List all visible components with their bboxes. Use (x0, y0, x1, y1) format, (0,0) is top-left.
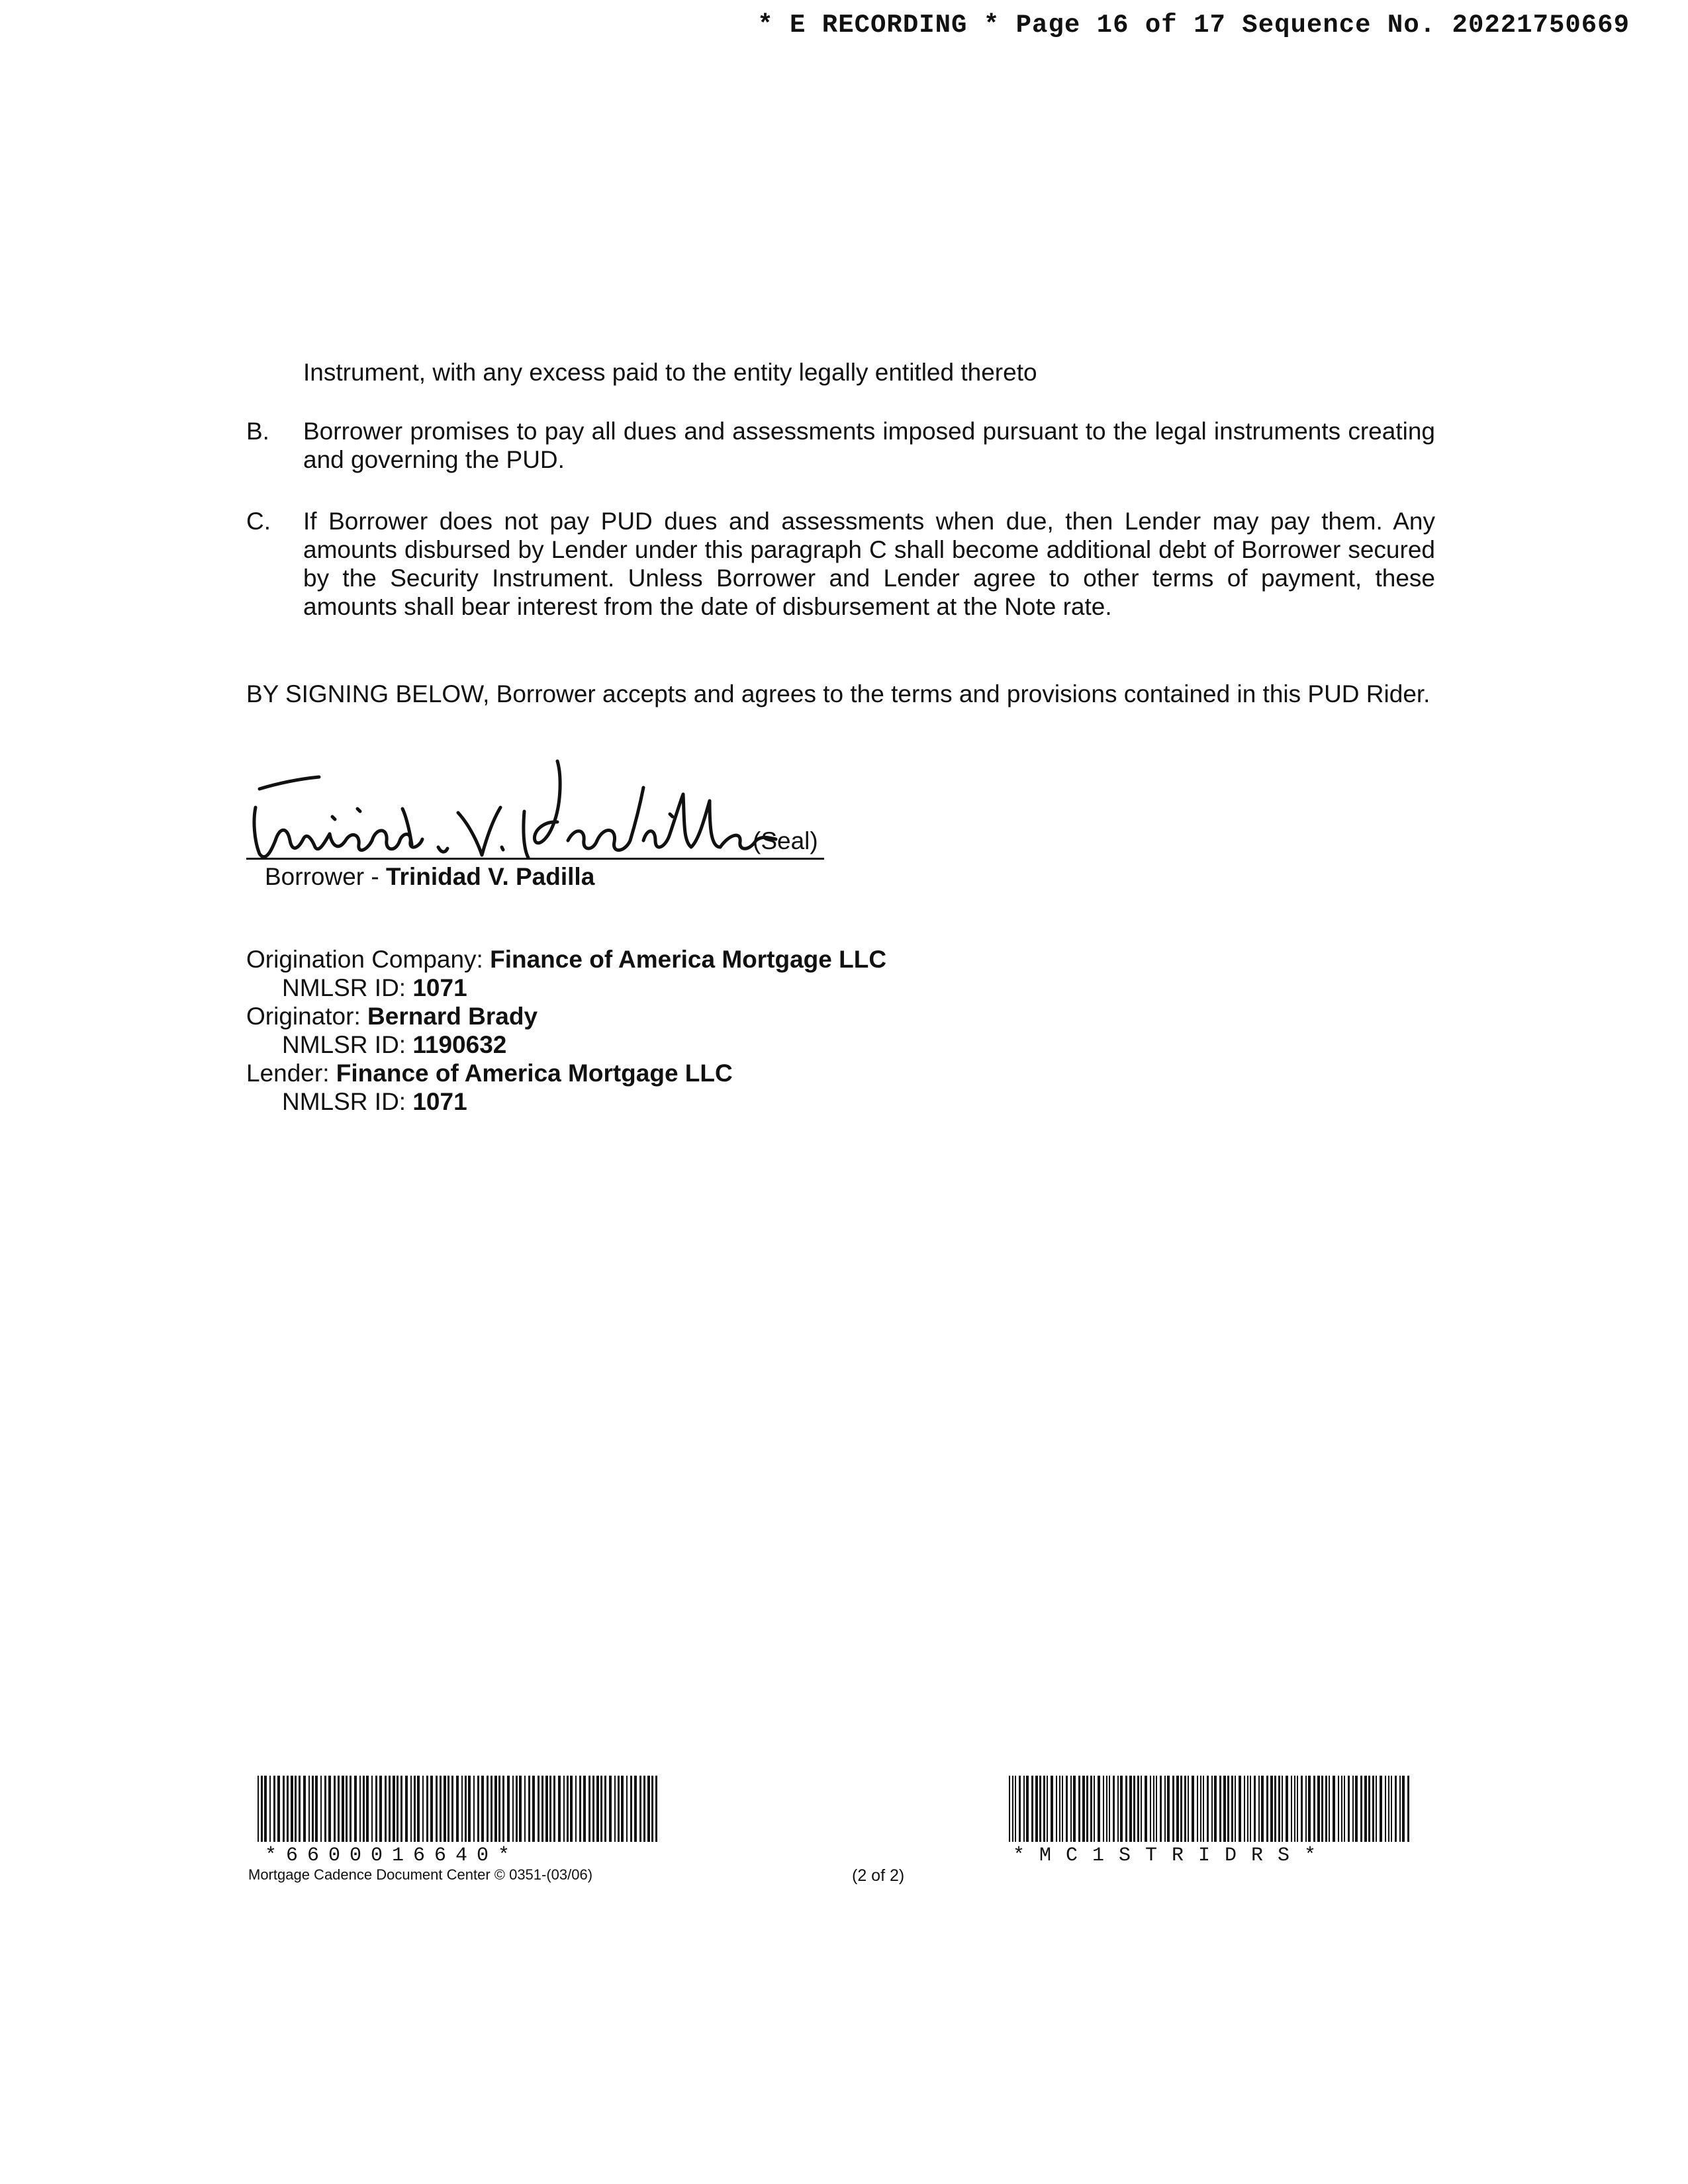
barcode-bar (618, 1776, 620, 1842)
barcode-bar (1120, 1776, 1123, 1842)
barcode-bar (1278, 1776, 1280, 1842)
barcode-bar (1368, 1776, 1370, 1842)
barcode-bar (579, 1776, 581, 1842)
barcode-bar (1026, 1776, 1029, 1842)
barcode-bar (647, 1776, 650, 1842)
barcode-bar (519, 1776, 522, 1842)
barcode-bar (444, 1776, 446, 1842)
barcode-bar (295, 1776, 297, 1842)
barcode-bar (291, 1776, 293, 1842)
barcode-left-text: *6600016640* (265, 1844, 520, 1867)
barcode-bar (614, 1776, 616, 1842)
barcode-bar (1247, 1776, 1248, 1842)
barcode-bar (1078, 1776, 1080, 1842)
barcode-bar (1317, 1776, 1320, 1842)
barcode-bar (583, 1776, 586, 1842)
barcode-bar (324, 1776, 326, 1842)
barcode-bar (338, 1776, 340, 1842)
barcode-bar (507, 1776, 510, 1842)
barcode-bar (516, 1776, 518, 1842)
paragraph-b-text: Borrower promises to pay all dues and assessments imposed pursuant to the legal instruments creating and governing the PUD. (303, 418, 1435, 473)
borrower-caption (265, 863, 594, 891)
barcode-bar (1274, 1776, 1276, 1842)
borrower-name: Trinidad V. Padilla (385, 863, 595, 890)
barcode-bar (1270, 1776, 1273, 1842)
nmlsr-label: NMLSR ID: (282, 974, 413, 1001)
barcode-bar (1214, 1776, 1217, 1842)
barcode-bar (320, 1776, 322, 1842)
barcode-bar (1129, 1776, 1132, 1842)
barcode-bar (393, 1776, 395, 1842)
barcode-bar (1133, 1776, 1135, 1842)
barcode-bar (1090, 1776, 1092, 1842)
barcode-bar (621, 1776, 624, 1842)
barcode-bar (299, 1776, 301, 1842)
barcode-bar (541, 1776, 543, 1842)
barcode-bar (287, 1776, 289, 1842)
barcode-bar (468, 1776, 471, 1842)
barcode-bar (1098, 1776, 1100, 1842)
barcode-bar (1380, 1776, 1382, 1842)
barcode-bar (558, 1776, 561, 1842)
barcode-bar (1150, 1776, 1151, 1842)
barcode-bar (1059, 1776, 1060, 1842)
barcode-bar (545, 1776, 548, 1842)
barcode-bar (1062, 1776, 1063, 1842)
barcode-bar (1291, 1776, 1292, 1842)
barcode-bar (596, 1776, 599, 1842)
barcode-bar (588, 1776, 590, 1842)
signing-statement: BY SIGNING BELOW, Borrower accepts and agrees to the terms and provisions contained in this PUD Rider. (246, 680, 1430, 707)
barcode-bar (1051, 1776, 1053, 1842)
nmlsr-label: NMLSR ID: (282, 1088, 413, 1115)
barcode-bar (1164, 1776, 1166, 1842)
barcode-bar (1009, 1776, 1010, 1842)
barcode-bar (366, 1776, 369, 1842)
barcode-bar (1395, 1776, 1397, 1842)
barcode-bar (1056, 1776, 1057, 1842)
barcode-bar (1258, 1776, 1260, 1842)
barcode-bar (1184, 1776, 1186, 1842)
origination-company-nmlsr: 1071 (412, 974, 467, 1001)
handwritten-signature (246, 748, 829, 880)
barcode-bar (456, 1776, 459, 1842)
barcode-bar (1109, 1776, 1110, 1842)
barcode-bar (1070, 1776, 1072, 1842)
barcode-bar (1156, 1776, 1157, 1842)
barcode-bar (538, 1776, 539, 1842)
barcode-bar (1223, 1776, 1226, 1842)
seal-label: (Seal) (753, 827, 818, 854)
barcode-bar (1407, 1776, 1409, 1842)
barcode-bar (422, 1776, 424, 1842)
barcode-bar (630, 1776, 632, 1842)
barcode-bar (491, 1776, 492, 1842)
barcode-bar (1012, 1776, 1013, 1842)
barcode-bar (1086, 1776, 1088, 1842)
barcode-bar (524, 1776, 526, 1842)
origination-block (246, 945, 886, 1116)
barcode-bar (1266, 1776, 1268, 1842)
recording-stamp: * E RECORDING * Page 16 of 17 Sequence No. 20221750669 (757, 11, 1630, 40)
barcode-bar (1073, 1776, 1076, 1842)
barcode-bar (1167, 1776, 1170, 1842)
barcode-bar (1188, 1776, 1189, 1842)
barcode-bar (308, 1776, 310, 1842)
barcode-bar (1325, 1776, 1327, 1842)
barcode-bar (567, 1776, 569, 1842)
barcode-bar (1235, 1776, 1236, 1842)
barcode-bar (651, 1776, 653, 1842)
barcode-bar (1341, 1776, 1342, 1842)
barcode-bar (261, 1776, 263, 1842)
barcode-bar (1113, 1776, 1115, 1842)
origination-company-row (246, 945, 886, 974)
barcode-bar (1137, 1776, 1139, 1842)
barcode-bar (1348, 1776, 1350, 1842)
barcode-right (1006, 1776, 1417, 1850)
barcode-bar (1294, 1776, 1295, 1842)
barcode-bar (359, 1776, 361, 1842)
barcode-bar (426, 1776, 428, 1842)
barcode-bar (379, 1776, 382, 1842)
barcode-bar (1094, 1776, 1095, 1842)
barcode-bar (1106, 1776, 1107, 1842)
barcode-bar (269, 1776, 271, 1842)
barcode-bar (1176, 1776, 1179, 1842)
barcode-bar (1117, 1776, 1119, 1842)
barcode-bar (1145, 1776, 1147, 1842)
document-center-label: Mortgage Cadence Document Center © 0351-(03/06) (248, 1866, 593, 1883)
barcode-bar (312, 1776, 314, 1842)
origination-company-nmlsr-row (246, 974, 886, 1002)
barcode-bar (1282, 1776, 1283, 1842)
origination-company-name: Finance of America Mortgage LLC (490, 946, 887, 973)
barcode-bar (283, 1776, 285, 1842)
barcode-bar (1180, 1776, 1182, 1842)
barcode-bar (1329, 1776, 1330, 1842)
barcode-bar (1031, 1776, 1033, 1842)
barcode-bar (1250, 1776, 1251, 1842)
barcode-bar (375, 1776, 377, 1842)
barcode-bar (1333, 1776, 1335, 1842)
continuation-text: Instrument, with any excess paid to the entity legally entitled thereto (303, 359, 1037, 386)
barcode-bar (643, 1776, 645, 1842)
barcode-left (255, 1776, 665, 1850)
barcode-bar (549, 1776, 551, 1842)
barcode-bar (1301, 1776, 1303, 1842)
barcode-bar (477, 1776, 479, 1842)
barcode-bar (1385, 1776, 1386, 1842)
barcode-bar (570, 1776, 573, 1842)
originator-row (246, 1002, 886, 1030)
barcode-bar (1047, 1776, 1048, 1842)
barcode-bar (592, 1776, 594, 1842)
lender-row (246, 1059, 886, 1087)
barcode-bar (1239, 1776, 1241, 1842)
barcode-bar (405, 1776, 408, 1842)
barcode-bar (1066, 1776, 1068, 1842)
barcode-bar (1254, 1776, 1256, 1842)
barcode-bar (1219, 1776, 1221, 1842)
barcode-bar (1399, 1776, 1401, 1842)
barcode-bar (1035, 1776, 1038, 1842)
barcode-bar (1388, 1776, 1389, 1842)
paragraph-c-text: If Borrower does not pay PUD dues and assessments when due, then Lender may pay them. Any amounts disbursed by Lender under this paragraph C shall become additional debt of Borrower secured by the Security Instrument. Unless Borrower and Lender agree to other terms of payment, these amounts shall bear interest from the date of disbursement at the Note rate. (303, 508, 1435, 620)
barcode-bar (1023, 1776, 1025, 1842)
paragraph-b-letter: B. (246, 418, 269, 445)
barcode-bar (303, 1776, 306, 1842)
barcode-bar (563, 1776, 565, 1842)
barcode-right-text: *MC1STRIDRS* (1013, 1844, 1331, 1867)
barcode-bar (481, 1776, 484, 1842)
page-of-label: (2 of 2) (852, 1866, 905, 1885)
barcode-bar (473, 1776, 475, 1842)
barcode-bar (1231, 1776, 1233, 1842)
barcode-bar (512, 1776, 514, 1842)
barcode-bar (363, 1776, 365, 1842)
barcode-bar (1313, 1776, 1315, 1842)
barcode-bar (1338, 1776, 1339, 1842)
barcode-bar (346, 1776, 348, 1842)
nmlsr-label: NMLSR ID: (282, 1031, 413, 1058)
barcode-bar (502, 1776, 504, 1842)
barcode-bar (1211, 1776, 1213, 1842)
barcode-bar (1141, 1776, 1142, 1842)
barcode-bar (371, 1776, 373, 1842)
barcode-bar (600, 1776, 602, 1842)
barcode-bar (1207, 1776, 1209, 1842)
barcode-bar (389, 1776, 391, 1842)
barcode-bar (342, 1776, 344, 1842)
barcode-bar (1197, 1776, 1198, 1842)
barcode-bar (1103, 1776, 1104, 1842)
barcode-bar (1125, 1776, 1127, 1842)
barcode-bar (553, 1776, 555, 1842)
barcode-bar (1227, 1776, 1229, 1842)
barcode-bar (655, 1776, 657, 1842)
barcode-bar (1360, 1776, 1362, 1842)
barcode-bar (354, 1776, 357, 1842)
barcode-bar (400, 1776, 402, 1842)
barcode-bar (1305, 1776, 1307, 1842)
barcode-bar (487, 1776, 489, 1842)
originator-label: Originator: (246, 1003, 368, 1030)
barcode-bar (1244, 1776, 1245, 1842)
barcode-bar (1286, 1776, 1288, 1842)
barcode-bar (328, 1776, 331, 1842)
barcode-bar (498, 1776, 500, 1842)
barcode-bar (447, 1776, 449, 1842)
barcode-bar (1308, 1776, 1311, 1842)
lender-nmlsr: 1071 (412, 1088, 467, 1115)
barcode-bar (639, 1776, 641, 1842)
barcode-bar (1402, 1776, 1405, 1842)
barcode-bar (465, 1776, 467, 1842)
barcode-bar (1153, 1776, 1154, 1842)
barcode-bar (1344, 1776, 1345, 1842)
barcode-bar (1321, 1776, 1323, 1842)
barcode-bar (634, 1776, 637, 1842)
barcode-bar (258, 1776, 259, 1842)
barcode-bar (1372, 1776, 1374, 1842)
signature-line (246, 858, 824, 860)
barcode-bar (436, 1776, 438, 1842)
barcode-bar (1160, 1776, 1162, 1842)
barcode-bar (315, 1776, 318, 1842)
barcode-bar (334, 1776, 336, 1842)
barcode-bar (430, 1776, 433, 1842)
barcode-bar (440, 1776, 442, 1842)
barcode-bar (1364, 1776, 1367, 1842)
paragraph-c-letter: C. (246, 508, 271, 535)
barcode-bar (414, 1776, 416, 1842)
barcode-bar (385, 1776, 387, 1842)
barcode-bar (264, 1776, 267, 1842)
originator-nmlsr: 1190632 (412, 1031, 507, 1058)
barcode-bar (1015, 1776, 1016, 1842)
barcode-bar (604, 1776, 606, 1842)
barcode-bar (1082, 1776, 1085, 1842)
barcode-bar (1352, 1776, 1354, 1842)
origination-company-label: Origination Company: (246, 946, 491, 973)
barcode-bar (1355, 1776, 1358, 1842)
borrower-role-label: Borrower - (265, 863, 386, 890)
barcode-bar (451, 1776, 453, 1842)
barcode-bar (528, 1776, 530, 1842)
barcode-bar (532, 1776, 535, 1842)
barcode-bar (1203, 1776, 1204, 1842)
lender-label: Lender: (246, 1060, 336, 1087)
barcode-bar (1261, 1776, 1264, 1842)
barcode-bar (1192, 1776, 1194, 1842)
originator-name: Bernard Brady (367, 1003, 538, 1030)
barcode-bar (494, 1776, 497, 1842)
barcode-bar (1043, 1776, 1045, 1842)
originator-nmlsr-row (246, 1030, 886, 1059)
barcode-bar (273, 1776, 275, 1842)
barcode-bar (1200, 1776, 1201, 1842)
lender-name: Finance of America Mortgage LLC (336, 1060, 733, 1087)
barcode-bar (1376, 1776, 1377, 1842)
barcode-bar (609, 1776, 612, 1842)
barcode-bar (410, 1776, 412, 1842)
barcode-bar (461, 1776, 463, 1842)
lender-nmlsr-row (246, 1087, 886, 1116)
barcode-bar (350, 1776, 352, 1842)
barcode-bar (626, 1776, 628, 1842)
barcode-bar (575, 1776, 577, 1842)
barcode-bar (1297, 1776, 1298, 1842)
barcode-bar (1391, 1776, 1392, 1842)
barcode-bar (277, 1776, 280, 1842)
barcode-bar (1172, 1776, 1174, 1842)
barcode-bar (1019, 1776, 1021, 1842)
barcode-bar (417, 1776, 420, 1842)
barcode-bar (397, 1776, 399, 1842)
barcode-bar (1039, 1776, 1041, 1842)
